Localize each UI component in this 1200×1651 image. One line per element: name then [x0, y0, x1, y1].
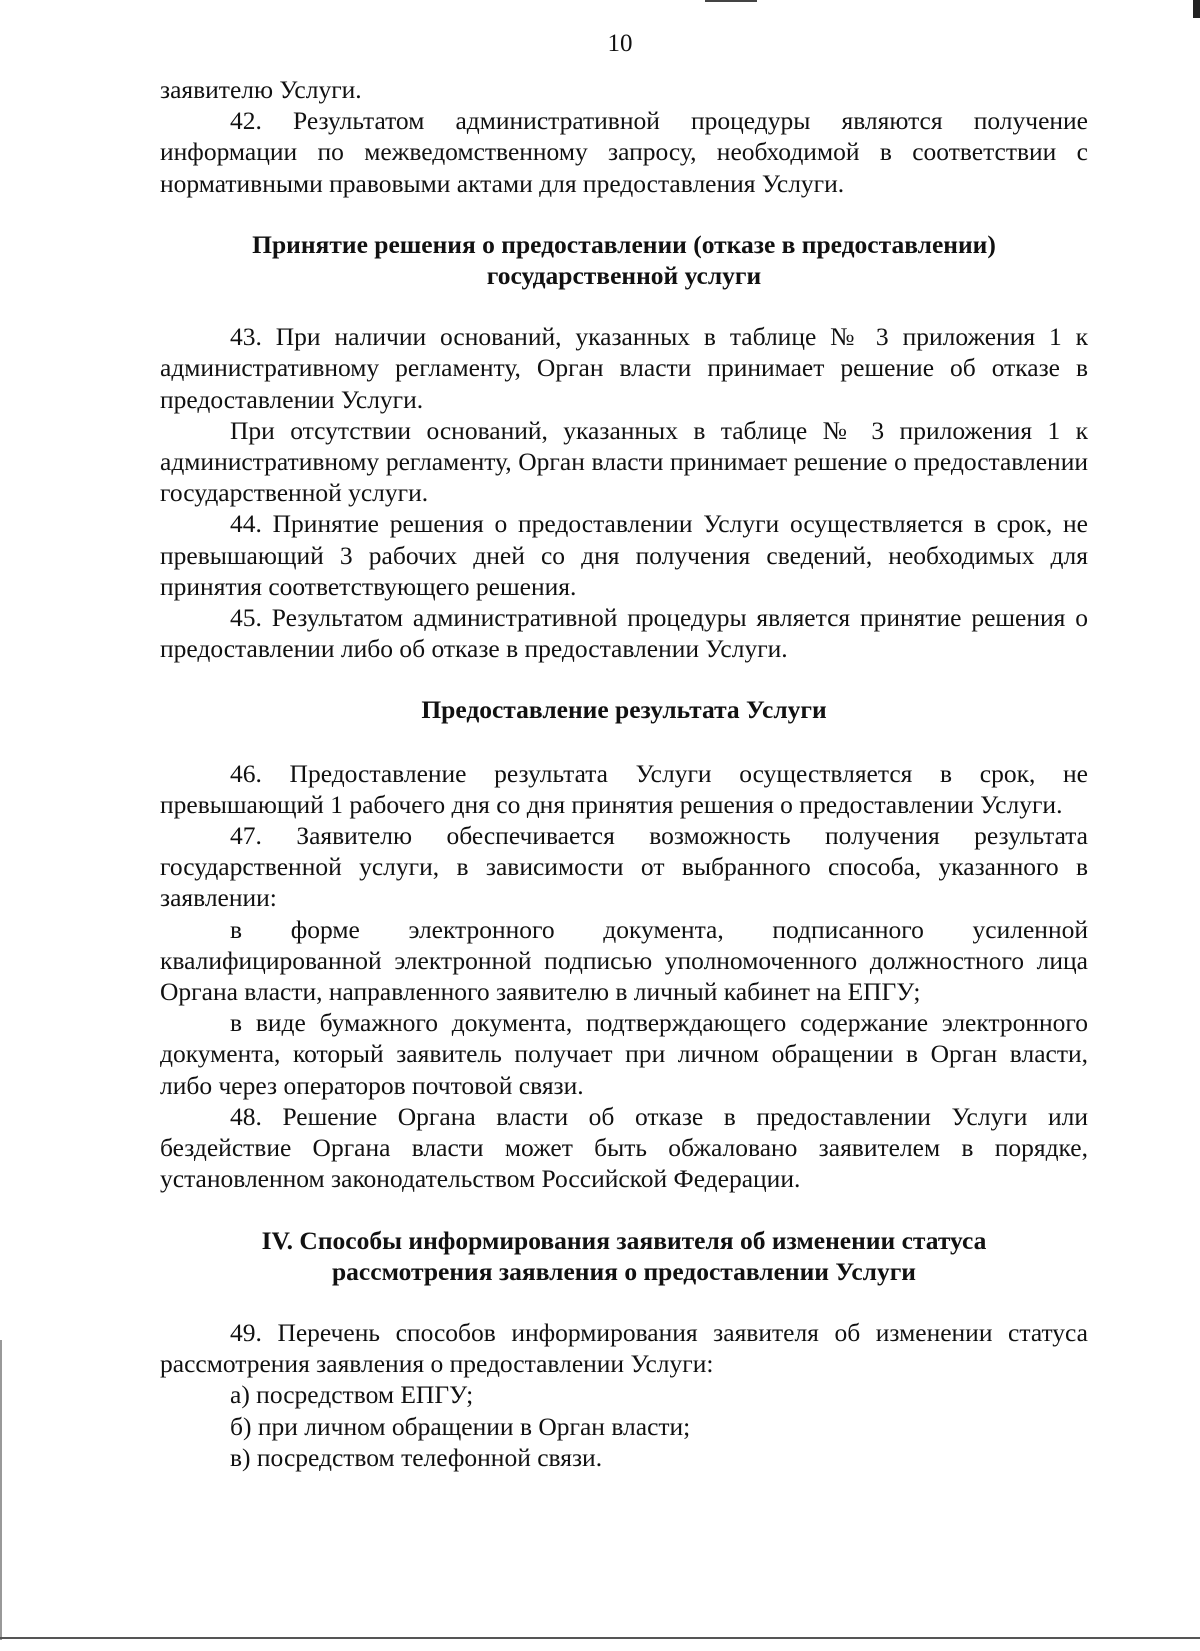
- scan-artifact-bottom: [0, 1637, 1200, 1639]
- section-heading-result: [160, 694, 1088, 725]
- scan-artifact-left-edge: [0, 1340, 2, 1640]
- paragraph-44: 44. Принятие решения о предоставлении Услуги осуществляется в срок, не превышающий 3 рабочих дней со дня получения сведений, необходимых для принятия соответствующего решения.: [160, 509, 1088, 601]
- paragraph-43: 43. При наличии оснований, указанных в таблице № 3 приложения 1 к административному регламенту, Орган власти принимает решение об отказе в предоставлении Услуги.: [160, 322, 1088, 414]
- section-heading-informing: [160, 1225, 1088, 1287]
- page-number: 10: [607, 30, 633, 57]
- section-heading-decision: [160, 229, 1088, 291]
- scan-artifact-corner: [1193, 0, 1200, 18]
- paragraph-47: 47. Заявителю обеспечивается возможность получения результата государственной услуги, в зависимости от выбранного способа, указанного в заявлении:: [160, 821, 1088, 913]
- paragraph-47-electronic: в форме электронного документа, подписанного усиленной квалифицированной электронной подписью уполномоченного должностного лица Органа власти, направленного заявителю в личный кабинет на ЕПГУ;: [160, 914, 1088, 1007]
- paragraph-45: 45. Результатом административной процедуры является принятие решения о предоставлении либо об отказе в предоставлении Услуги.: [160, 603, 1088, 664]
- paragraph-43-second: При отсутствии оснований, указанных в таблице № 3 приложения 1 к административному регламенту, Орган власти принимает решение о предоставлении государственной услуги.: [160, 415, 1088, 508]
- section-heading-decision-line2: государственной услуги: [486, 261, 762, 291]
- section-heading-informing-line1: IV. Способы информирования заявителя об изменении статуса: [261, 1225, 987, 1255]
- scan-artifact-top: [705, 0, 757, 2]
- paragraph-49: 49. Перечень способов информирования заявителя об изменении статуса рассмотрения заявления о предоставлении Услуги:: [160, 1317, 1088, 1379]
- document-body: [160, 74, 1088, 1473]
- section-heading-informing-line2: рассмотрения заявления о предоставлении Услуги: [332, 1256, 916, 1286]
- paragraph-42: 42. Результатом административной процедуры являются получение информации по межведомственному запросу, необходимой в соответствии с нормативными правовыми актами для предоставления Услуги.: [160, 106, 1088, 198]
- section-heading-decision-line1: Принятие решения о предоставлении (отказе в предоставлении): [252, 229, 996, 259]
- list-item-c: в) посредством телефонной связи.: [230, 1442, 603, 1472]
- paragraph-48: 48. Решение Органа власти об отказе в предоставлении Услуги или бездействие Органа власти может быть обжаловано заявителем в порядке, установленном законодательством Российской Федерации.: [160, 1101, 1088, 1194]
- paragraph-46: 46. Предоставление результата Услуги осуществляется в срок, не превышающий 1 рабочего дня со дня принятия решения о предоставлении Услуги.: [160, 758, 1088, 819]
- paragraph-47-paper: в виде бумажного документа, подтверждающего содержание электронного документа, который заявитель получает при личном обращении в Орган власти, либо через операторов почтовой связи.: [160, 1008, 1088, 1100]
- list-item-a: а) посредством ЕПГУ;: [230, 1380, 474, 1410]
- section-heading-result-text: Предоставление результата Услуги: [421, 695, 827, 725]
- paragraph-continuation: заявителю Услуги.: [160, 75, 362, 104]
- list-item-b: б) при личном обращении в Орган власти;: [230, 1411, 691, 1441]
